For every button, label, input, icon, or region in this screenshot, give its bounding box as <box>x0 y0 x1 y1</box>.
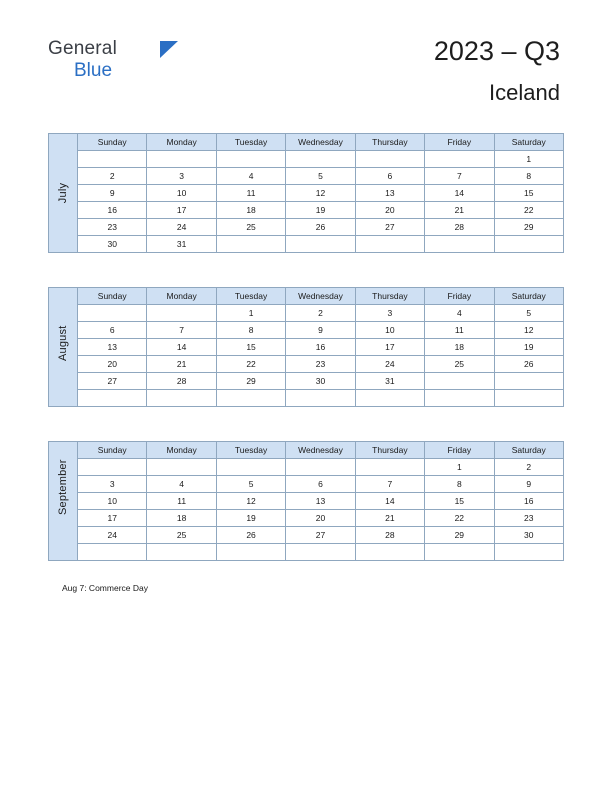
weekday-header-tuesday: Tuesday <box>216 288 285 305</box>
holiday-note: Aug 7: Commerce Day <box>62 583 148 593</box>
logo-text-general <box>48 38 248 60</box>
day-cell: 9 <box>286 322 355 339</box>
day-cell: 8 <box>425 476 494 493</box>
day-cell: 1 <box>216 305 285 322</box>
day-cell: 21 <box>355 510 424 527</box>
day-cell <box>425 373 494 390</box>
day-cell <box>147 459 216 476</box>
day-cell: 17 <box>147 202 216 219</box>
day-cell: 12 <box>494 322 563 339</box>
day-cell: 22 <box>216 356 285 373</box>
day-cell: 17 <box>78 510 147 527</box>
table-header-row <box>49 442 564 459</box>
logo-triangle-icon <box>160 41 178 58</box>
day-cell: 20 <box>286 510 355 527</box>
weekday-header-saturday: Saturday <box>494 442 563 459</box>
day-cell: 12 <box>216 493 285 510</box>
day-cell: 31 <box>355 373 424 390</box>
day-cell <box>286 236 355 253</box>
day-cell: 3 <box>355 305 424 322</box>
day-cell: 5 <box>494 305 563 322</box>
month-name-cell <box>49 288 78 407</box>
day-cell <box>216 236 285 253</box>
day-cell: 8 <box>494 168 563 185</box>
day-cell: 19 <box>494 339 563 356</box>
day-cell: 26 <box>494 356 563 373</box>
day-cell <box>355 459 424 476</box>
day-cell: 2 <box>78 168 147 185</box>
day-cell: 30 <box>78 236 147 253</box>
day-cell: 5 <box>286 168 355 185</box>
day-cell: 22 <box>425 510 494 527</box>
day-cell: 25 <box>216 219 285 236</box>
day-cell: 10 <box>355 322 424 339</box>
month-name-label: August <box>57 325 69 361</box>
day-cell: 22 <box>494 202 563 219</box>
day-cell: 20 <box>355 202 424 219</box>
table-row <box>49 527 564 544</box>
day-cell: 27 <box>355 219 424 236</box>
day-cell <box>286 544 355 561</box>
logo-word-general: General <box>48 38 117 59</box>
calendar-table <box>48 441 564 561</box>
month-block-august <box>48 287 564 407</box>
day-cell <box>286 151 355 168</box>
day-cell: 19 <box>286 202 355 219</box>
day-cell: 2 <box>494 459 563 476</box>
day-cell: 27 <box>78 373 147 390</box>
table-header-row <box>49 288 564 305</box>
day-cell: 13 <box>286 493 355 510</box>
day-cell: 23 <box>78 219 147 236</box>
weekday-header-thursday: Thursday <box>355 442 424 459</box>
calendar-table <box>48 133 564 253</box>
day-cell: 29 <box>425 527 494 544</box>
table-row <box>49 476 564 493</box>
day-cell: 9 <box>494 476 563 493</box>
day-cell: 25 <box>425 356 494 373</box>
day-cell: 14 <box>147 339 216 356</box>
day-cell: 4 <box>425 305 494 322</box>
day-cell: 6 <box>286 476 355 493</box>
weekday-header-saturday: Saturday <box>494 134 563 151</box>
day-cell: 11 <box>425 322 494 339</box>
day-cell: 18 <box>216 202 285 219</box>
day-cell: 3 <box>147 168 216 185</box>
weekday-header-thursday: Thursday <box>355 134 424 151</box>
day-cell: 24 <box>147 219 216 236</box>
table-row <box>49 510 564 527</box>
day-cell <box>78 390 147 407</box>
page-title: 2023 – Q3 <box>433 36 560 66</box>
day-cell <box>147 390 216 407</box>
weekday-header-monday: Monday <box>147 288 216 305</box>
day-cell: 31 <box>147 236 216 253</box>
weekday-header-tuesday: Tuesday <box>216 134 285 151</box>
day-cell: 9 <box>78 185 147 202</box>
table-row <box>49 493 564 510</box>
day-cell: 24 <box>355 356 424 373</box>
month-block-september <box>48 441 564 561</box>
day-cell <box>147 305 216 322</box>
day-cell <box>494 373 563 390</box>
day-cell: 16 <box>494 493 563 510</box>
table-row <box>49 305 564 322</box>
month-name-cell <box>49 442 78 561</box>
day-cell <box>147 151 216 168</box>
general-blue-logo <box>48 38 248 88</box>
table-row <box>49 185 564 202</box>
day-cell: 13 <box>78 339 147 356</box>
day-cell: 29 <box>494 219 563 236</box>
table-row <box>49 339 564 356</box>
day-cell: 27 <box>286 527 355 544</box>
weekday-header-wednesday: Wednesday <box>286 134 355 151</box>
day-cell <box>78 151 147 168</box>
day-cell <box>355 236 424 253</box>
day-cell: 18 <box>425 339 494 356</box>
day-cell: 4 <box>216 168 285 185</box>
day-cell: 28 <box>147 373 216 390</box>
day-cell: 11 <box>147 493 216 510</box>
day-cell <box>425 236 494 253</box>
day-cell: 26 <box>286 219 355 236</box>
month-block-july <box>48 133 564 253</box>
day-cell: 10 <box>78 493 147 510</box>
month-name-label: July <box>57 182 69 204</box>
day-cell: 1 <box>494 151 563 168</box>
day-cell: 3 <box>78 476 147 493</box>
weekday-header-sunday: Sunday <box>78 288 147 305</box>
day-cell <box>425 544 494 561</box>
weekday-header-wednesday: Wednesday <box>286 288 355 305</box>
weekday-header-saturday: Saturday <box>494 288 563 305</box>
day-cell: 5 <box>216 476 285 493</box>
day-cell: 15 <box>425 493 494 510</box>
table-row <box>49 168 564 185</box>
day-cell: 13 <box>355 185 424 202</box>
day-cell: 16 <box>78 202 147 219</box>
day-cell: 28 <box>355 527 424 544</box>
day-cell: 24 <box>78 527 147 544</box>
day-cell <box>216 544 285 561</box>
table-row <box>49 390 564 407</box>
day-cell: 2 <box>286 305 355 322</box>
weekday-header-friday: Friday <box>425 288 494 305</box>
weekday-header-wednesday: Wednesday <box>286 442 355 459</box>
day-cell: 7 <box>425 168 494 185</box>
day-cell: 8 <box>216 322 285 339</box>
day-cell <box>216 459 285 476</box>
table-row <box>49 459 564 476</box>
weekday-header-monday: Monday <box>147 134 216 151</box>
day-cell: 10 <box>147 185 216 202</box>
table-row <box>49 236 564 253</box>
day-cell: 14 <box>355 493 424 510</box>
holiday-notes <box>62 582 148 595</box>
table-row <box>49 373 564 390</box>
day-cell: 7 <box>355 476 424 493</box>
day-cell: 21 <box>425 202 494 219</box>
day-cell <box>286 390 355 407</box>
day-cell <box>78 305 147 322</box>
table-row <box>49 219 564 236</box>
day-cell: 15 <box>216 339 285 356</box>
month-name-cell <box>49 134 78 253</box>
day-cell: 30 <box>286 373 355 390</box>
day-cell: 11 <box>216 185 285 202</box>
day-cell: 14 <box>425 185 494 202</box>
day-cell <box>425 390 494 407</box>
day-cell <box>216 390 285 407</box>
day-cell: 17 <box>355 339 424 356</box>
day-cell <box>425 151 494 168</box>
table-row <box>49 356 564 373</box>
day-cell: 4 <box>147 476 216 493</box>
day-cell <box>494 390 563 407</box>
day-cell: 16 <box>286 339 355 356</box>
day-cell: 28 <box>425 219 494 236</box>
day-cell: 23 <box>286 356 355 373</box>
day-cell: 25 <box>147 527 216 544</box>
day-cell <box>216 151 285 168</box>
weekday-header-monday: Monday <box>147 442 216 459</box>
calendar-table <box>48 287 564 407</box>
table-row <box>49 151 564 168</box>
day-cell: 15 <box>494 185 563 202</box>
page-subtitle-country: Iceland <box>489 80 560 105</box>
day-cell: 26 <box>216 527 285 544</box>
day-cell <box>78 544 147 561</box>
weekday-header-tuesday: Tuesday <box>216 442 285 459</box>
weekday-header-friday: Friday <box>425 134 494 151</box>
day-cell: 30 <box>494 527 563 544</box>
day-cell: 23 <box>494 510 563 527</box>
day-cell-holiday: 7 <box>147 322 216 339</box>
weekday-header-sunday: Sunday <box>78 134 147 151</box>
day-cell <box>78 459 147 476</box>
month-name-label: September <box>57 459 69 515</box>
table-row <box>49 544 564 561</box>
day-cell: 21 <box>147 356 216 373</box>
weekday-header-thursday: Thursday <box>355 288 424 305</box>
weekday-header-sunday: Sunday <box>78 442 147 459</box>
day-cell <box>286 459 355 476</box>
day-cell <box>494 236 563 253</box>
day-cell: 12 <box>286 185 355 202</box>
day-cell: 6 <box>355 168 424 185</box>
day-cell <box>355 390 424 407</box>
day-cell: 1 <box>425 459 494 476</box>
table-header-row <box>49 134 564 151</box>
logo-word-blue: Blue <box>74 60 113 81</box>
day-cell <box>494 544 563 561</box>
day-cell: 19 <box>216 510 285 527</box>
day-cell <box>147 544 216 561</box>
day-cell: 6 <box>78 322 147 339</box>
day-cell: 29 <box>216 373 285 390</box>
day-cell <box>355 151 424 168</box>
table-row <box>49 322 564 339</box>
day-cell <box>355 544 424 561</box>
weekday-header-friday: Friday <box>425 442 494 459</box>
day-cell: 20 <box>78 356 147 373</box>
table-row <box>49 202 564 219</box>
day-cell: 18 <box>147 510 216 527</box>
